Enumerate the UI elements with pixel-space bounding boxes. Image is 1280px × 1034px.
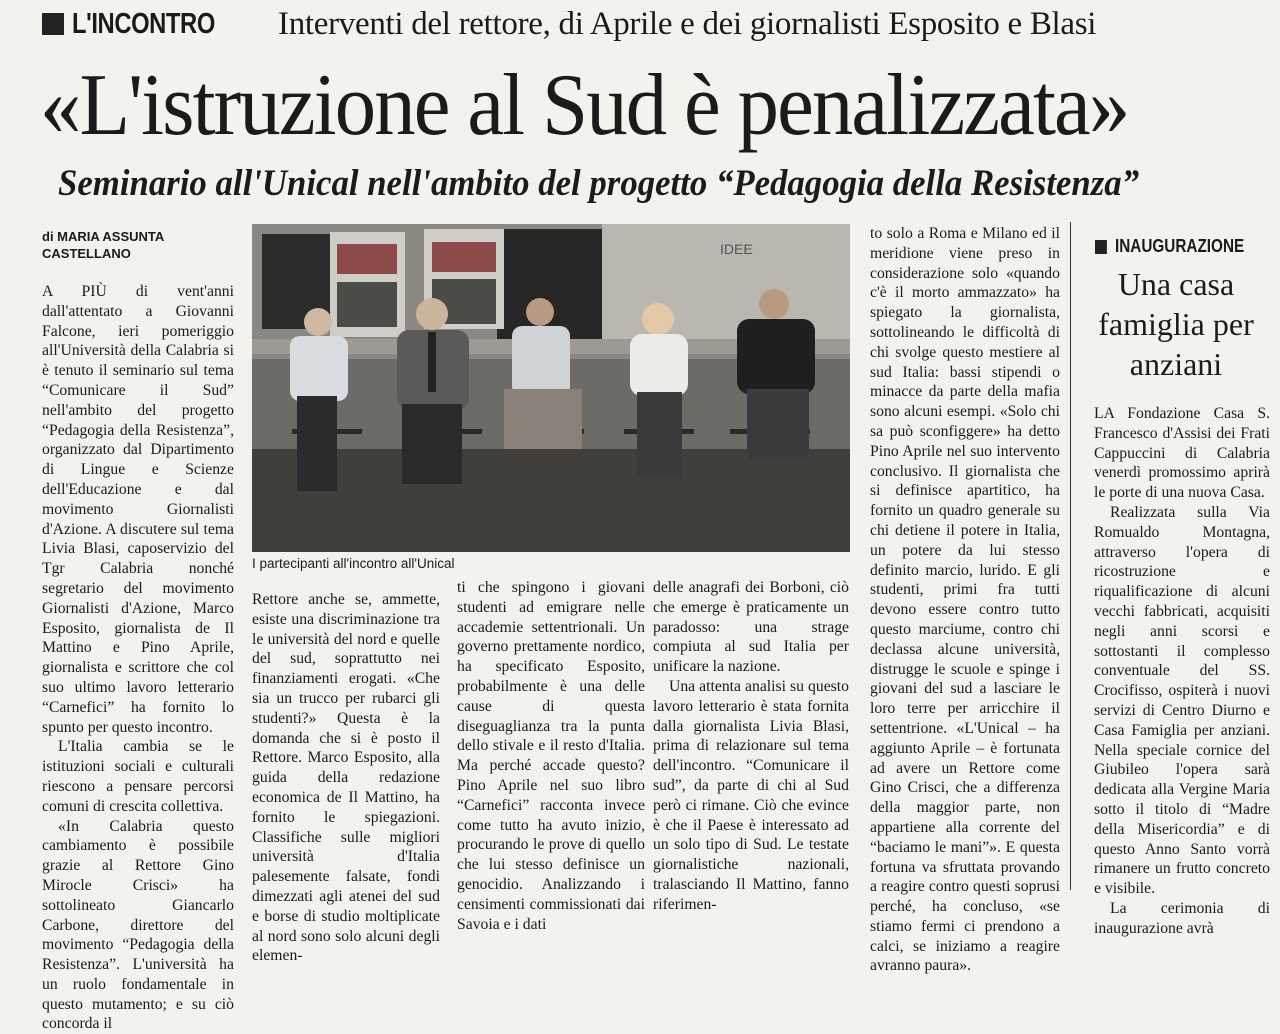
sidebar-paragraph: Realizzata sulla Via Romualdo Montagna, attraverso l'opera di ricostruzione e riqualificazione di alcuni vecchi fabbricati, acquisiti negli anni scorsi e sottostanti il complesso conventuale del SS. Crocifisso, ospiterà i nuovi servizi di Centro Diurno e Casa Famiglia per anziani. Nella speciale cornice del Giubileo l'opera sarà dedicata alla Vergine Maria sotto il titolo di “Madre della Misericordia” e di questo Anno Santo vorrà rimanere un frutto concreto e visibile. bbox=[1094, 503, 1270, 898]
article-paragraph: A PIÙ di vent'anni dall'attentato a Giovanni Falcone, ieri pomeriggio all'Università della Calabria si è tenuto il seminario sul tema “Comunicare il Sud” nell'ambito del progetto “Pedagogia della Resistenza”, organizzato dal Dipartimento di Lingue e Scienze dell'Educazione e dal movimento Giornalisti d'Azione. A discutere sul tema Livia Blasi, caposervizio del Tgr Calabria nonché segretario del movimento Giornalisti d'Azione, Marco Esposito, giornalista de Il Mattino e Pino Aprile, giornalista e scrittore che col suo ultimo lavoro letterario “Carnefici” ha fornito lo spunto per questo incontro. bbox=[42, 283, 234, 736]
photo-illustration bbox=[252, 224, 850, 552]
article-photo bbox=[252, 224, 850, 552]
article-paragraph: to solo a Roma e Milano ed il meridione viene preso in considerazione solo «quando c'è il morto ammazzato» ha spiegato la giornalista, sottolineando le difficoltà di chi svolge questo mestiere al sud Italia: bassi stipendi o minacce da parte della mafia sono alcuni esempi. «Solo chi sa può sconfiggere» ha detto Pino Aprile nel suo intervento conclusivo. Il giornalista che si definisce apartitico, ha fornito un quadro generale su chi detiene il potere in Italia, un potere da lui stesso definito marcio, lurido. E gli studenti, primi fra tutti devono essere contro tutto questo marciume, contro chi declassa alcune università, distrugge le scuole e spinge i giovani del sud a lasciare le loro terre per arricchire il settentrione. «L'Unical – ha aggiunto Aprile – è fortunata ad avere un Rettore come Gino Crisci, che a differenza della maggior parte, non appartiene alla corrente del “baciamo le mani”». E questa fortuna va sfruttata provando a reagire contro questi soprusi perché, ha concluso, «se stiamo fermi ci prendono a calci, se iniziamo a reagire avranno paura». bbox=[870, 225, 1060, 975]
article-paragraph: delle anagrafi dei Borboni, ciò che emerge è praticamente un paradosso: una strage compiuta al sud Italia per unificare la nazione. bbox=[653, 579, 849, 676]
subheadline: Seminario all'Unical nell'ambito del progetto “Pedagogia della Resistenza” bbox=[58, 163, 1140, 204]
sidebar-kicker-label: INAUGURAZIONE bbox=[1115, 236, 1245, 256]
sidebar-title: Una casa famiglia per anziani bbox=[1098, 266, 1254, 382]
kicker-text: Interventi del rettore, di Aprile e dei giornalisti Esposito e Blasi bbox=[278, 5, 1097, 42]
byline: di MARIA ASSUNTA CASTELLANO bbox=[42, 229, 164, 261]
headline: «L'istruzione al Sud è penalizzata» bbox=[40, 57, 1129, 154]
kicker-label: L'INCONTRO bbox=[72, 7, 215, 40]
article-column-2 bbox=[252, 590, 440, 965]
poster-text: IDEE bbox=[720, 241, 753, 257]
article-paragraph: Rettore anche se, ammette, esiste una discriminazione tra le università del nord e quelle del sud, soprattutto nei finanziamenti erogati. «Che sia un trucco per rubarci gli studenti?» Questa è la domanda che si è posto il Rettore. Marco Esposito, alla guida della redazione economica de Il Mattino, ha fornito le spiegazioni. Classifiche sulle migliori università d'Italia palesemente falsate, fondi dimezzati agli atenei del sud e borse di studio moltiplicate al nord sono solo alcuni degli elemen- bbox=[252, 591, 440, 965]
sidebar-paragraph: LA Fondazione Casa S. Francesco d'Assisi dei Frati Cappuccini di Calabria venerdì promossimo aprirà le porte di una nuova Casa. bbox=[1094, 405, 1270, 502]
article-paragraph: «In Calabria questo cambiamento è possibile grazie al Rettore Gino Mirocle Crisci» ha sottolineato Giancarlo Carbone, direttore del movimento “Pedagogia della Resistenza”. L'università ha un ruolo fondamentale in questo mutamento; e su ciò concorda il bbox=[42, 817, 234, 1033]
article-paragraph: L'Italia cambia se le istituzioni sociali e culturali riescono a pensare percorsi comuni di crescita collettiva. bbox=[42, 738, 234, 815]
column-rule bbox=[1070, 222, 1071, 890]
article-paragraph: Una attenta analisi su questo lavoro letterario è stata fornita dalla giornalista Livia Blasi, prima di relazionare sul tema dell'incontro. “Comunicare il sud”, da parte di chi al Sud però ci rimane. Ciò che evince è che il Paese è interessato ad un solo tipo di Sud. Le testate giornalistiche nazionali, tralasciando Il Mattino, fanno riferimen- bbox=[653, 677, 849, 913]
article-column-1 bbox=[42, 228, 234, 1033]
article-column-5 bbox=[870, 224, 1060, 975]
sidebar-kicker bbox=[1095, 236, 1267, 257]
section-kicker bbox=[42, 6, 1096, 42]
article-column-4 bbox=[653, 578, 849, 913]
photo-caption: I partecipanti all'incontro all'Unical bbox=[252, 556, 455, 571]
sidebar-body bbox=[1094, 404, 1270, 937]
kicker-square bbox=[42, 13, 64, 35]
article-column-3 bbox=[457, 578, 645, 933]
sidebar-paragraph: La cerimonia di inaugurazione avrà bbox=[1094, 899, 1270, 937]
article-paragraph: ti che spingono i giovani studenti ad emigrare nelle accademie settentrionali. Un governo prettamente nordico, ha specificato Esposito, probabilmente è una delle cause di questa diseguaglianza tra la punta dello stivale e il resto d'Italia. Ma perché accade questo? Pino Aprile nel suo libro “Carnefici” racconta invece come tutto ha avuto inizio, procurando le prove di quello che lui stesso definisce un genocidio. Analizzando i censimenti commissionati dai Savoia e i dati bbox=[457, 579, 645, 933]
kicker-square bbox=[1095, 240, 1107, 254]
